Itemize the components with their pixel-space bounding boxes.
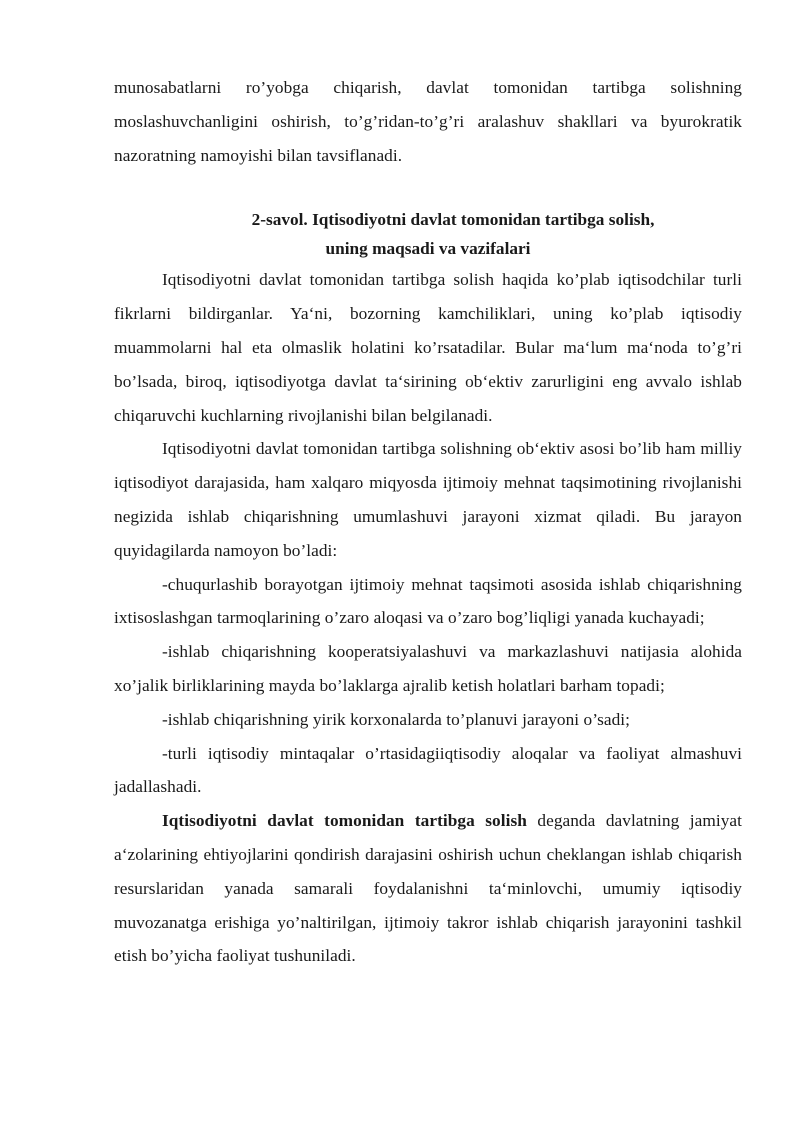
list-item: -ishlab chiqarishning kooperatsiyalashuvi va markazlashuvi natijasia alohida xo’jalik birliklarining mayda bo’laklarga ajralib ketish holatlari barham topadi; [114,642,742,695]
list-item: -turli iqtisodiy mintaqalar o’rtasidagiiqtisodiy aloqalar va faoliyat almashuvi jadallashadi. [114,743,742,797]
definition-paragraph [114,804,742,973]
section-heading [114,205,742,263]
definition-term: Iqtisodiyotni davlat tomonidan tartibga solish [162,811,527,831]
definition-text: deganda davlatning jamiyat a‘zolarining ehtiyojlarini qondirish darajasini oshirish uchun cheklangan ishlab chiqarish resurslaridan yanada samarali foydalanishni ta‘minlovchi, umumiy iqtisodiy muvozanatga erishiga yo’naltirilgan, ijtimoiy takror ishlab chiqarish jarayonini tashkil etish bo’yicha faoliyat tushuniladi. [114,811,742,966]
heading-line-1: 2-savol. Iqtisodiyotni davlat tomonidan tartibga solish, [251,210,655,230]
intro-paragraph: munosabatlarni ro’yobga chiqarish, davlat tomonidan tartibga solishning moslashuvchanligini oshirish, to’g’ridan-to’g’ri aralashuv shakllari va byurokratik nazoratning namoyishi bilan tavsiflanadi. [114,78,742,165]
document-page [114,71,742,973]
paragraph-1: Iqtisodiyotni davlat tomonidan tartibga solish haqida ko’plab iqtisodchilar turli fikrlarni bildirganlar. Ya‘ni, bozorning kamchiliklari, uning ko’plab iqtisodiy muammolarni hal eta olmaslik holatini ko’rsatadilar. Bular ma‘lum ma‘noda to’g’ri bo’lsada, biroq, iqtisodiyotga davlat ta‘sirining ob‘ektiv zarurligini eng avvalo ishlab chiqaruvchi kuchlarning rivojlanishi bilan belgilanadi. [114,270,742,425]
heading-line-2: uning maqsadi va vazifalari [325,239,531,259]
list-item: -chuqurlashib borayotgan ijtimoiy mehnat taqsimoti asosida ishlab chiqarishning ixtisoslashgan tarmoqlarining o’zaro aloqasi va o’zaro bog’liqligi yanada kuchayadi; [114,574,742,628]
paragraph-2: Iqtisodiyotni davlat tomonidan tartibga solishning ob‘ektiv asosi bo’lib ham milliy iqtisodiyot darajasida, ham xalqaro miqyosda ijtimoiy mehnat taqsimotining rivojlanishi negizida ishlab chiqarishning umumlashuvi jarayoni xizmat qiladi. Bu jarayon quyidagilarda namoyon bo’ladi: [114,439,742,560]
list-item: -ishlab chiqarishning yirik korxonalarda to’planuvi jarayoni o’sadi; [162,709,630,729]
